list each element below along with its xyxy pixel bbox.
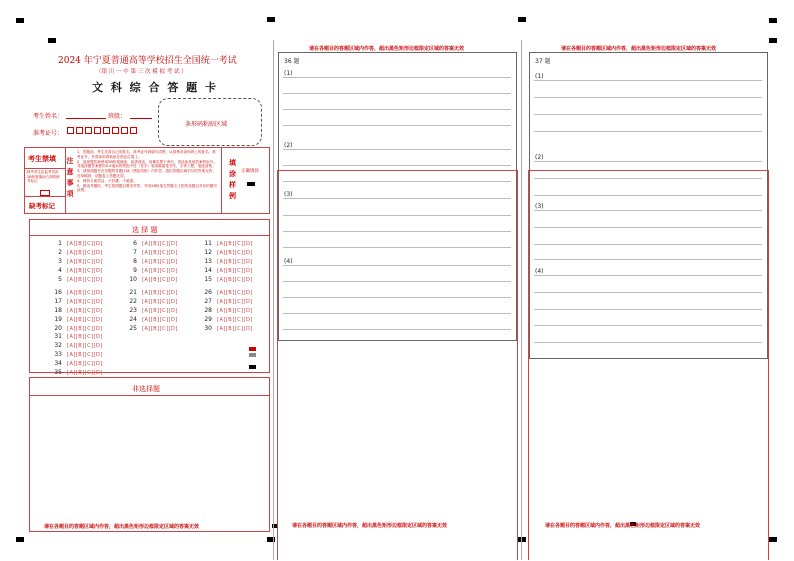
region-boundary-side: [517, 170, 518, 560]
answer-line[interactable]: [283, 215, 511, 216]
answer-options[interactable]: [A][B][C][D]: [217, 290, 253, 296]
question-number: 1: [58, 240, 62, 247]
question-number: 14: [204, 267, 212, 274]
q36-title: 36 题: [284, 58, 300, 65]
answer-options[interactable]: [A][B][C][D]: [67, 361, 103, 367]
answer-line[interactable]: [534, 259, 762, 260]
region-boundary: [528, 170, 768, 172]
question-number: 33: [54, 351, 62, 358]
question-number: 30: [204, 325, 212, 332]
answer-options[interactable]: [A][B][C][D]: [67, 308, 103, 314]
answer-options[interactable]: [A][B][C][D]: [217, 259, 253, 265]
q37-title: 37 题: [535, 58, 551, 65]
registration-mark: [769, 18, 777, 23]
question-number: 35: [54, 369, 62, 376]
answer-options[interactable]: [A][B][C][D]: [142, 290, 178, 296]
registration-mark: [518, 17, 526, 22]
answer-options[interactable]: [A][B][C][D]: [142, 241, 178, 247]
answer-options[interactable]: [A][B][C][D]: [217, 326, 253, 332]
q37-part-1: (1): [535, 73, 544, 80]
answer-line[interactable]: [534, 244, 762, 245]
answer-options[interactable]: [A][B][C][D]: [217, 250, 253, 256]
barcode-label: 条形码粘贴区域: [185, 121, 228, 128]
answer-line[interactable]: [283, 297, 511, 298]
exam-id-label: 准考证号：: [33, 130, 64, 137]
notice-item: 2．选择题答案使用2B铅笔填涂，如需改动，用橡皮擦干净后，再选涂其他答案的标号；非选择题答案使用0.5毫米的黑色中性（签字）笔或碳素笔书写，字体工整，笔迹清楚。: [77, 159, 218, 169]
notice-item: 1．答题前，考生先将自己的姓名、准考证号码填写清楚，认真核对条形码上的姓名、准考证号，并将条形码粘贴在指定位置上。: [77, 150, 216, 159]
absent-label: 缺考标记: [29, 202, 55, 210]
answer-line[interactable]: [534, 195, 762, 196]
notice-items: [77, 150, 217, 193]
q37-part-2: (2): [535, 154, 544, 161]
nonchoice-title: 非选择题: [132, 385, 160, 393]
notice-item: 5．做选考题时，考生按照题目要求作答，并用2B铅笔在答题卡上把所选题目对应的题号涂黑。: [77, 183, 218, 193]
answer-options[interactable]: [A][B][C][D]: [217, 317, 253, 323]
answer-line[interactable]: [283, 281, 511, 282]
question-number: 6: [133, 240, 137, 247]
q36-part-1: (1): [284, 70, 293, 77]
choice-section: [29, 219, 270, 376]
answer-options[interactable]: [A][B][C][D]: [67, 334, 103, 340]
question-number: 21: [129, 289, 137, 296]
name-field[interactable]: [66, 118, 106, 119]
answer-options[interactable]: [A][B][C][D]: [67, 317, 103, 323]
question-number: 17: [54, 298, 62, 305]
answer-line[interactable]: [534, 161, 762, 162]
answer-options[interactable]: [A][B][C][D]: [67, 343, 103, 349]
answer-options[interactable]: [A][B][C][D]: [67, 277, 103, 283]
absent-mark-box[interactable]: [40, 190, 50, 196]
question-number: 32: [54, 342, 62, 349]
region-boundary-side: [528, 170, 529, 560]
name-label: 考生姓名：: [33, 113, 64, 120]
answer-line[interactable]: [283, 109, 511, 110]
answer-options[interactable]: [A][B][C][D]: [142, 250, 178, 256]
q36-part-4: (4): [284, 258, 293, 265]
registration-mark: [267, 17, 275, 22]
question-number: 10: [129, 276, 137, 283]
q37-part-3: (3): [535, 203, 544, 210]
fill-correct-label: 正确填涂: [241, 169, 259, 174]
question-number: 23: [129, 307, 137, 314]
warning-text: 请在各题目的答题区域内作答，超出黑色矩形边框限定区域的答案无效: [561, 46, 717, 52]
answer-line[interactable]: [283, 181, 511, 182]
answer-options[interactable]: [A][B][C][D]: [142, 268, 178, 274]
q36-part-3: (3): [284, 191, 293, 198]
question-number: 9: [133, 267, 137, 274]
answer-line[interactable]: [534, 309, 762, 310]
answer-line[interactable]: [534, 227, 762, 228]
answer-line[interactable]: [534, 292, 762, 293]
q37-part-4: (4): [535, 268, 544, 275]
question-number: 15: [204, 276, 212, 283]
page-divider: [521, 40, 522, 560]
question-number: 12: [204, 249, 212, 256]
question-number: 28: [204, 307, 212, 314]
question-number: 22: [129, 298, 137, 305]
forbidden-title: 考生禁填: [28, 155, 56, 163]
question-number: 24: [129, 316, 137, 323]
answer-line[interactable]: [283, 198, 511, 199]
answer-options[interactable]: [A][B][C][D]: [67, 326, 103, 332]
page-divider: [273, 40, 274, 560]
forbidden-text: 缺考考生由监考员用2B铅笔填涂右面的缺考标记: [27, 170, 60, 183]
q36-part-2: (2): [284, 142, 293, 149]
q36-answer-lines[interactable]: [279, 53, 516, 340]
question-number: 16: [54, 289, 62, 296]
answer-line[interactable]: [534, 210, 762, 211]
class-label: 班级：: [108, 113, 127, 120]
answer-line[interactable]: [283, 77, 511, 78]
q37-box: [529, 52, 768, 359]
answer-line[interactable]: [534, 131, 762, 132]
answer-line[interactable]: [283, 149, 511, 150]
answer-line[interactable]: [283, 165, 511, 166]
answer-line[interactable]: [534, 325, 762, 326]
answer-options[interactable]: [A][B][C][D]: [67, 241, 103, 247]
answer-options[interactable]: [A][B][C][D]: [67, 299, 103, 305]
choice-grid: [30, 220, 269, 376]
notice-box: [24, 147, 270, 214]
question-number: 31: [54, 333, 62, 340]
answer-options[interactable]: [A][B][C][D]: [67, 290, 103, 296]
answer-line[interactable]: [534, 342, 762, 343]
fill-marker: [249, 353, 256, 357]
answer-line[interactable]: [283, 329, 511, 330]
answer-line[interactable]: [534, 80, 762, 81]
q36-box: [278, 52, 517, 341]
registration-mark: [518, 537, 526, 542]
exam-title: 2024 年宁夏普通高等学校招生全国统一考试: [58, 56, 237, 66]
registration-mark: [769, 38, 777, 43]
answer-options[interactable]: [A][B][C][D]: [142, 326, 178, 332]
answer-line[interactable]: [283, 231, 511, 232]
barcode-area: [158, 98, 262, 146]
registration-mark: [769, 537, 777, 542]
region-boundary: [277, 170, 517, 172]
answer-options[interactable]: [A][B][C][D]: [217, 308, 253, 314]
card-title: 文 科 综 合 答 题 卡: [92, 81, 218, 94]
answer-line[interactable]: [283, 265, 511, 266]
question-number: 2: [58, 249, 62, 256]
answer-options[interactable]: [A][B][C][D]: [217, 277, 253, 283]
answer-line[interactable]: [283, 313, 511, 314]
answer-options[interactable]: [A][B][C][D]: [217, 241, 253, 247]
question-number: 7: [133, 249, 137, 256]
answer-options[interactable]: [A][B][C][D]: [217, 268, 253, 274]
answer-options[interactable]: [A][B][C][D]: [142, 299, 178, 305]
nonchoice-section: [29, 377, 270, 532]
answer-options[interactable]: [A][B][C][D]: [142, 277, 178, 283]
question-number: 27: [204, 298, 212, 305]
answer-line[interactable]: [283, 247, 511, 248]
answer-line[interactable]: [534, 114, 762, 115]
fill-marker: [249, 365, 256, 369]
warning-text: 请在各题目的答题区域内作答，超出黑色矩形边框限定区域的答案无效: [292, 523, 448, 529]
question-number: 13: [204, 258, 212, 265]
answer-options[interactable]: [A][B][C][D]: [142, 308, 178, 314]
warning-text: 请在各题目的答题区域内作答，超出黑色矩形边框限定区域的答案无效: [309, 46, 465, 52]
question-number: 19: [54, 316, 62, 323]
question-number: 3: [58, 258, 62, 265]
notice-item: 3．请按照题号在各题的答题区域（黑色线框）内作答，超出答题区域书写的答案无效；在草稿纸、试题卷上答题无效。: [77, 169, 216, 178]
answer-options[interactable]: [A][B][C][D]: [67, 352, 103, 358]
question-number: 4: [58, 267, 62, 274]
exam-subtitle: （银 川 一 中 第 三 次 模 拟 考 试 ）: [96, 69, 187, 75]
notice-item: 4．保持卡面清洁，不折叠，不破损。: [77, 178, 137, 183]
warning-text: 请在各题目的答题区域内作答，超出黑色矩形边框限定区域的答案无效: [545, 523, 701, 529]
region-boundary-side: [768, 170, 769, 560]
question-number: 29: [204, 316, 212, 323]
registration-mark: [48, 38, 56, 43]
answer-options[interactable]: [A][B][C][D]: [142, 317, 178, 323]
answer-options[interactable]: [A][B][C][D]: [67, 370, 103, 376]
answer-line[interactable]: [283, 93, 511, 94]
notice-title: 注意事项: [66, 157, 74, 198]
fill-sample: [247, 182, 255, 186]
answer-options[interactable]: [A][B][C][D]: [217, 299, 253, 305]
q37-answer-lines[interactable]: [530, 53, 767, 358]
question-number: 25: [129, 325, 137, 332]
region-boundary-side: [277, 170, 278, 560]
registration-mark: [16, 537, 24, 542]
answer-line[interactable]: [534, 97, 762, 98]
answer-line[interactable]: [283, 125, 511, 126]
registration-mark: [16, 18, 24, 23]
question-number: 26: [204, 289, 212, 296]
fill-marker: [249, 347, 256, 351]
question-number: 8: [133, 258, 137, 265]
answer-options[interactable]: [A][B][C][D]: [67, 250, 103, 256]
question-number: 5: [58, 276, 62, 283]
answer-options[interactable]: [A][B][C][D]: [67, 259, 103, 265]
question-number: 11: [204, 240, 212, 247]
class-field[interactable]: [130, 118, 152, 119]
answer-line[interactable]: [534, 178, 762, 179]
warning-text: 请在各题目的答题区域内作答，超出黑色矩形边框限定区域的答案无效: [44, 524, 200, 530]
fill-title: 填涂样例: [229, 159, 236, 200]
answer-options[interactable]: [A][B][C][D]: [142, 259, 178, 265]
question-number: 18: [54, 307, 62, 314]
choice-title: 选 择 题: [132, 226, 158, 234]
answer-options[interactable]: [A][B][C][D]: [67, 268, 103, 274]
question-number: 34: [54, 360, 62, 367]
question-number: 20: [54, 325, 62, 332]
answer-line[interactable]: [534, 275, 762, 276]
